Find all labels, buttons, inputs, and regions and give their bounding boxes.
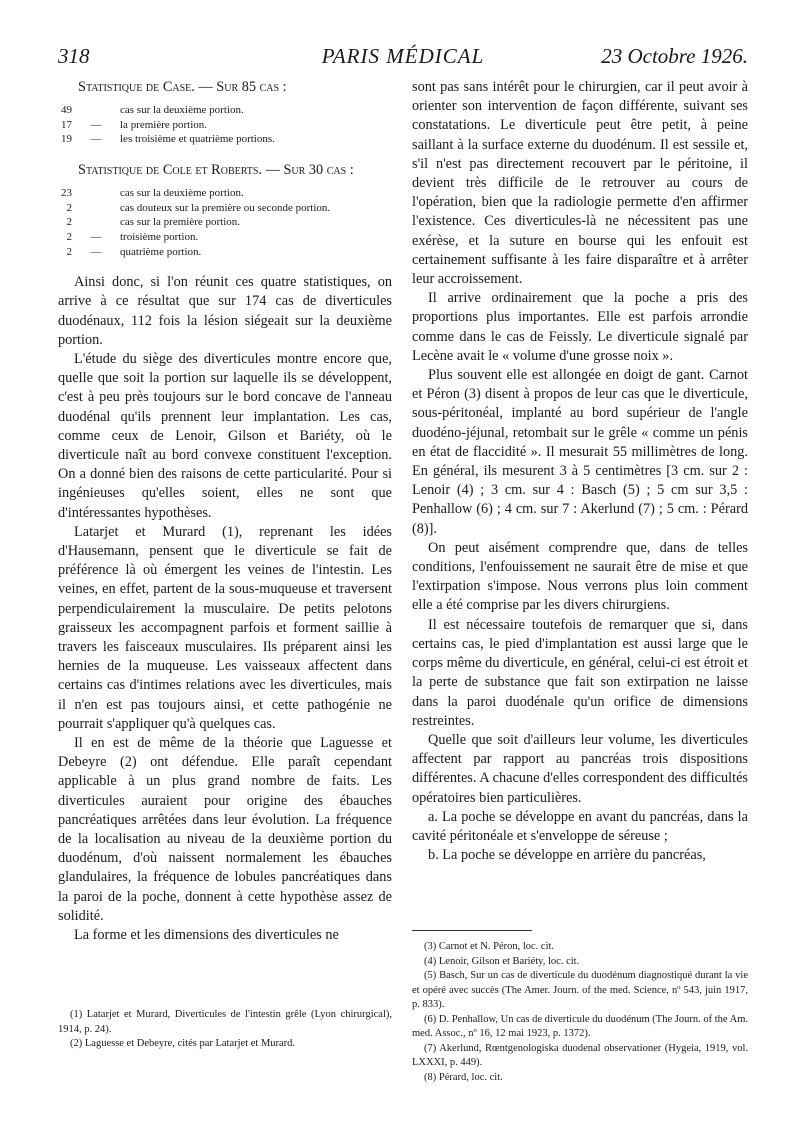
stat-item-text: cas sur la deuxième portion. [120, 187, 244, 200]
stat-item-dash [72, 215, 120, 230]
stat-item-text: quatrième portion. [120, 245, 202, 258]
stat-item-n: 23 [61, 187, 72, 200]
stat-item-n: 2 [66, 216, 72, 229]
paragraph: b. La poche se développe en arrière du pancréas, [428, 847, 706, 864]
footnote: (4) Lenoir, Gilson et Bariéty, loc. cit. [424, 955, 580, 967]
paragraph: sont pas sans intérêt pour le chirurgien, car il peut avoir à orienter son intervention de façon différente, suivant ses constatations. Le diverticule peut être petit, à peine saillant à la surface externe du duodénum. Il est sessile et, s'il n'est pas directement recouvert par le péritoine, il devient très difficile de le retrouver au cours de l'opération, bien que la radiologie permette d'en affirmer l'existence. Ces diverticules-là ne nécessitent pas une exérèse, et la suture en bourse qui les enfouit est certainement suffisante à les faire disparaître et à arrêter leur accroissement. [412, 79, 748, 288]
stat-item-text: les troisième et quatrième portions. [120, 133, 275, 146]
footnote: (1) Latarjet et Murard, Diverticules de l'intestin grêle (Lyon chirurgical), 1914, p. 24). [58, 1009, 392, 1035]
paragraph: Quelle que soit d'ailleurs leur volume, les diverticules affectent par rapport au pancréas trois dispositions différentes. A chacune d'elles correspondent des difficultés opératoires bien particulières. [412, 731, 748, 806]
footnote: (3) Carnot et N. Péron, loc. cit. [424, 941, 555, 952]
stat-item-text: troisième portion. [120, 230, 199, 243]
stat-item-dash: — [90, 230, 102, 243]
stat-item [58, 186, 392, 201]
stat-item-n: 2 [66, 230, 72, 243]
stat-item-text: la première portion. [120, 118, 208, 131]
paragraph: Plus souvent elle est allongée en doigt de gant. Carnot et Péron (3) disent à propos de leur cas que le diverticule, sous-péritonéal, implanté au bord supérieur de l'angle duodéno-jéjunal, retombait sur le grêle « comme un pénis en état de flaccidité ». Il mesurait 55 millimètres de long. En général, ils mesurent 3 à 5 centimètres [3 cm. sur 2 : Lenoir (4) ; 3 cm. sur 4 : Basch (5) ; 5 cm sur 3,5 : Penhallow (6) ; 4 cm. sur 7 : Akerlund (7) ; 5 cm. : Pérard (8)]. [412, 367, 748, 537]
stat-item-dash [72, 201, 120, 216]
footnotes-right [412, 940, 748, 1085]
right-column [412, 78, 748, 865]
stat-item [58, 118, 392, 133]
stat-item-n: 19 [61, 133, 72, 146]
stat-item [58, 132, 392, 147]
stat-case-title: Statistique de Case. — Sur 85 cas : [78, 79, 287, 95]
footnotes-left [58, 1008, 392, 1052]
footnote: (6) D. Penhallow, Un cas de diverticule du duodénum (The Journ. of the Am. med. Assoc., nº 16, 12 mai 1923, p. 1372). [412, 1013, 748, 1039]
stat-item-n: 2 [66, 245, 72, 258]
footnote: (2) Laguesse et Debeyre, cités par Latarjet et Murard. [70, 1038, 296, 1049]
stat-item [58, 245, 392, 260]
stat-item-n: 17 [61, 118, 72, 131]
paragraph: La forme et les dimensions des diverticules ne [74, 927, 339, 944]
stat-item-text: cas sur la deuxième portion. [120, 104, 244, 117]
stat-case-list [58, 103, 392, 147]
stat-item-n: 49 [61, 104, 72, 117]
footnote: (8) Pérard, loc. cit. [424, 1071, 503, 1083]
stat-item [58, 201, 392, 216]
stat-item-dash [72, 103, 120, 118]
paragraph: Il arrive ordinairement que la poche a pris des proportions plus importantes. Elle est parfois arrondie comme dans le cas de Feissly. Le diverticule signalé par Lecène avait le « volume d'une grosse noix ». [412, 290, 748, 364]
stat-item-dash: — [90, 133, 102, 146]
paragraph: L'étude du siège des diverticules montre encore que, quelle que soit la portion sur laquelle ils se développent, c'est à peu près toujours sur le bord concave de l'anneau duodénal qu'ils prennent leur implantation. Les cas, comme ceux de Lenoir, Gilson et Bariéty, où le diverticule naît au bord convexe constituent l'exception. On a donné bien des raisons de cette particularité. Pour si ingénieuses qu'elles soient, elles ne sont que d'intéressantes hypothèses. [58, 350, 392, 521]
paragraph: Il en est de même de la théorie que Laguesse et Debeyre (2) ont défendue. Elle paraît cependant applicable à un plus grand nombre de faits. Les diverticules auraient pour origine des ébauches pancréatiques arrêtées dans leur évolution. La fréquence de la localisation au niveau de la deuxième portion du duodénum, d'où naissent normalement les ébauches glandulaires, la fréquence de lobules pancréatiques dans la paroi de la poche, donnent à cette hypothèse assez de solidité. [58, 735, 392, 924]
stat-cole-title: Statistique de Cole et Roberts. — Sur 30 cas : [78, 161, 354, 178]
stat-item-n: 2 [66, 201, 72, 214]
journal-title: PARIS MÉDICAL [321, 44, 485, 68]
stat-item-text: cas sur la première portion. [120, 216, 241, 229]
paragraph: Ainsi donc, si l'on réunit ces quatre statistiques, on arrive à ce résultat que sur 174 cas de diverticules duodénaux, 112 fois la lésion siégeait sur la deuxième portion. [58, 274, 392, 348]
paragraph: Latarjet et Murard (1), reprenant les idées d'Hausemann, pensent que le diverticule se fait de préférence là où émergent les veines de l'intestin. Les veines, en effet, partent de la sous-muqueuse et traversent perpendiculairement la musculaire. De petits pelotons graisseux les accompagnent parfois et forment saillie à travers les faisceaux musculaires. Ils préparent ainsi les hernies de la muqueuse. Les vaisseaux affectent dans certains cas d'intimes relations avec les diverticules, mais il n'en est pas toujours ainsi, et cette pathogénie ne pourrait s'appliquer qu'à quelques cas. [58, 523, 392, 732]
page-number: 318 [58, 44, 90, 68]
stat-item-dash: — [90, 245, 102, 258]
stat-item [58, 103, 392, 118]
footnote-divider [412, 930, 532, 931]
footnote: (7) Akerlund, Rœntgenologiska duodenal observationer (Hygeia, 1919, vol. LXXXI, p. 449). [412, 1042, 748, 1068]
paragraph: Il est nécessaire toutefois de remarquer que si, dans certains cas, le pied d'implantation est aussi large que le corps même du diverticule, en général, celui-ci est étroit et la perte de substance que fait son extirpation ne laisse dans la paroi duodénale qu'un orifice de dimensions restreintes. [412, 616, 748, 729]
page-header [58, 44, 748, 74]
paragraph: a. La poche se développe en avant du pancréas, dans la cavité péritonéale et s'enveloppe de séreuse ; [412, 808, 748, 844]
left-column [58, 78, 392, 945]
stat-item-text: cas douteux sur la première ou seconde portion. [120, 201, 331, 214]
stat-item-dash: — [90, 118, 102, 131]
stat-cole-list [58, 186, 392, 259]
stat-item [58, 230, 392, 245]
paragraph: On peut aisément comprendre que, dans de telles conditions, l'enfouissement ne saurait être de mise et que l'extirpation s'impose. Nous verrons plus loin comment elle a été comprise par les divers chirurgiens. [412, 539, 748, 614]
stat-item-dash [72, 186, 120, 201]
issue-date: 23 Octobre 1926. [601, 44, 748, 68]
footnote: (5) Basch, Sur un cas de diverticule du duodénum diagnostiqué durant la vie et opéré avec succès (The Amer. Journ. of the med. Science, nº 543, juin 1917, p. 833). [412, 970, 748, 1010]
stat-item [58, 215, 392, 230]
